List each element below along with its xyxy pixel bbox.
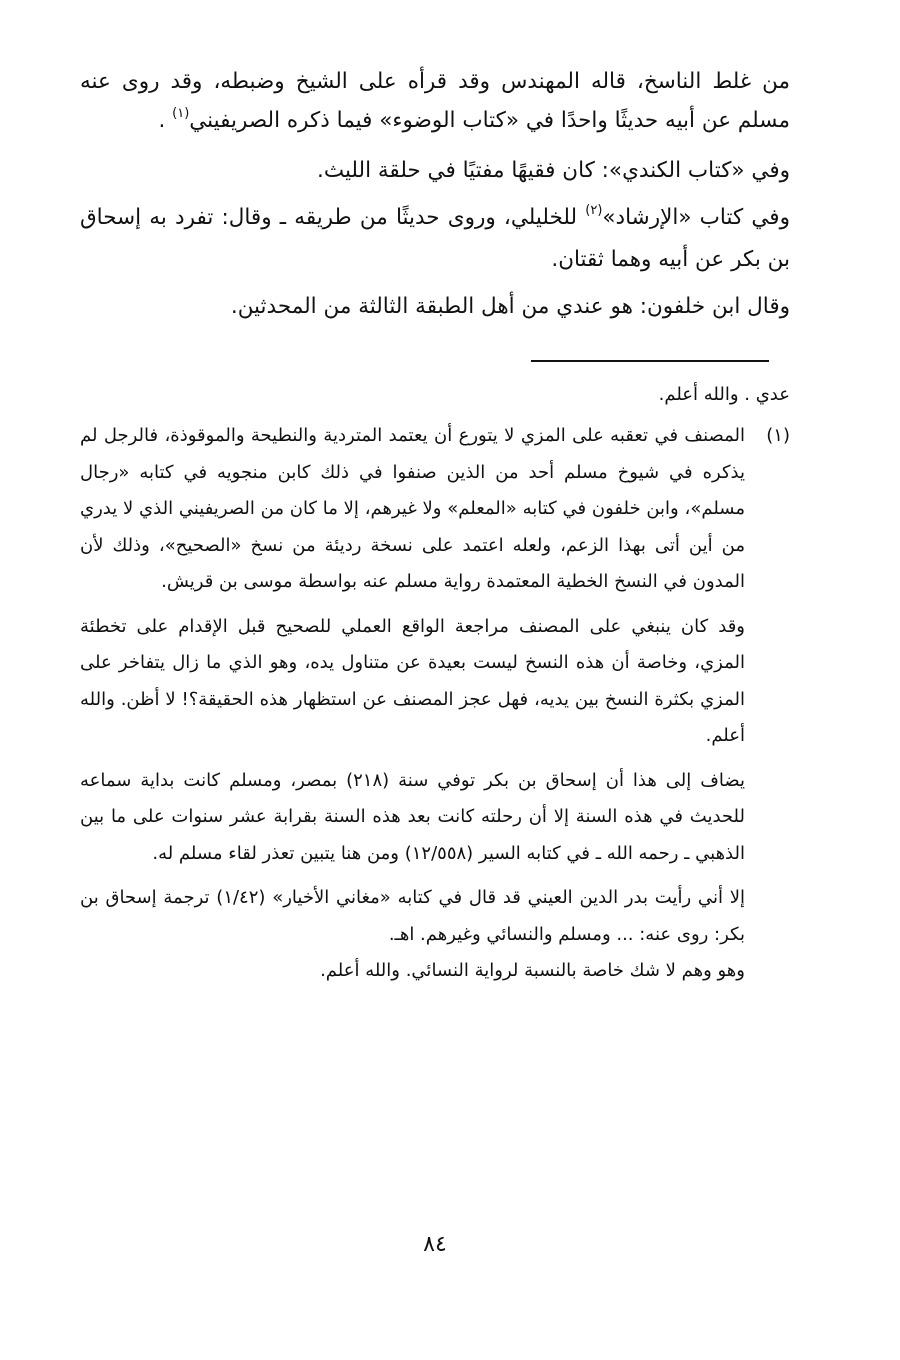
main-paragraph-3: [80, 198, 790, 279]
main-paragraph-3-text-a: وفي كتاب «الإرشاد»: [602, 205, 790, 230]
footnote-1-paragraph-5: وهو وهم لا شك خاصة بالنسبة لرواية النسائي. والله أعلم.: [320, 960, 745, 981]
footnote-reference-1: (١): [172, 106, 190, 121]
footnote-1-paragraph-3: يضاف إلى هذا أن إسحاق بن بكر توفي سنة (٢١٨) بمصر، ومسلم كانت بداية سماعه للحديث في هذه السنة إلا أن رحلته كانت بعد هذه السنة بقرابة عشر سنوات على ما بين الذهبي ـ رحمه الله ـ في كتابه السير (١٢/٥٥٨) ومن هنا يتبين تعذر لقاء مسلم له.: [80, 769, 745, 864]
main-paragraph-1: [80, 62, 790, 143]
main-paragraph-2: وفي «كتاب الكندي»: كان فقيهًا مفتيًا في حلقة الليث.: [317, 158, 790, 183]
footnote-divider: [531, 360, 769, 362]
footnotes: [80, 378, 790, 990]
main-paragraph-4: وقال ابن خلفون: هو عندي من أهل الطبقة الثالثة من المحدثين.: [230, 294, 790, 319]
main-text: [80, 62, 790, 326]
main-paragraph-1-end: .: [158, 108, 166, 133]
page-number: ٨٤: [423, 1232, 447, 1257]
main-paragraph-1-text: من غلط الناسخ، قاله المهندس وقد قرأه على الشيخ وضبطه، وقد روى عنه مسلم عن أبيه حديثًا واحدًا في «كتاب الوضوء» فيما ذكره الصريفيني: [80, 69, 790, 133]
footnote-reference-2: (٢): [585, 203, 603, 218]
footnote-1-number: (١): [766, 425, 790, 446]
footnote-1-paragraph-1-text: المصنف في تعقبه على المزي لا يتورع أن يعتمد المتردية والنطيحة والموقوذة، فالرجل لم يذكره في شيوخ مسلم أحد من الذين صنفوا في ذلك كابن منجويه في كتابه «رجال مسلم»، وابن خلفون في كتابه «المعلم» ولا غيرهم، إلا ما كان من الصريفيني الذي لا يدري من أين أتى بهذا الزعم، ولعله اعتمد على نسخة رديئة من نسخ «الصحيح»، وذلك لأن المدون في النسخ الخطية المعتمدة رواية مسلم عنه بواسطة موسى بن قريش.: [80, 425, 745, 592]
footnote-1-paragraph-1: [80, 418, 790, 601]
footnote-carryover: عدي . والله أعلم.: [658, 384, 790, 405]
main-paragraph-3-text-b: للخليلي، وروى حديثًا من طريقه ـ وقال: تفرد به إسحاق بن بكر عن أبيه وهما ثقتان.: [80, 205, 790, 272]
footnote-1-paragraph-2: وقد كان ينبغي على المصنف مراجعة الواقع العملي للصحيح قبل الإقدام على تخطئة المزي، وخاصة أن هذه النسخ ليست بعيدة عن متناول يده، وهو الذي ما زال يتفاخر على المزي بكثرة النسخ بين يديه، فهل عجز المصنف عن استظهار هذه الحقيقة؟! لا أظن. والله أعلم.: [80, 615, 745, 746]
footnote-1-paragraph-4: إلا أني رأيت بدر الدين العيني قد قال في كتابه «مغاني الأخيار» (١/٤٢) ترجمة إسحاق بن بكر: روى عنه: ... ومسلم والنسائي وغيرهم. اهـ.: [80, 887, 745, 945]
